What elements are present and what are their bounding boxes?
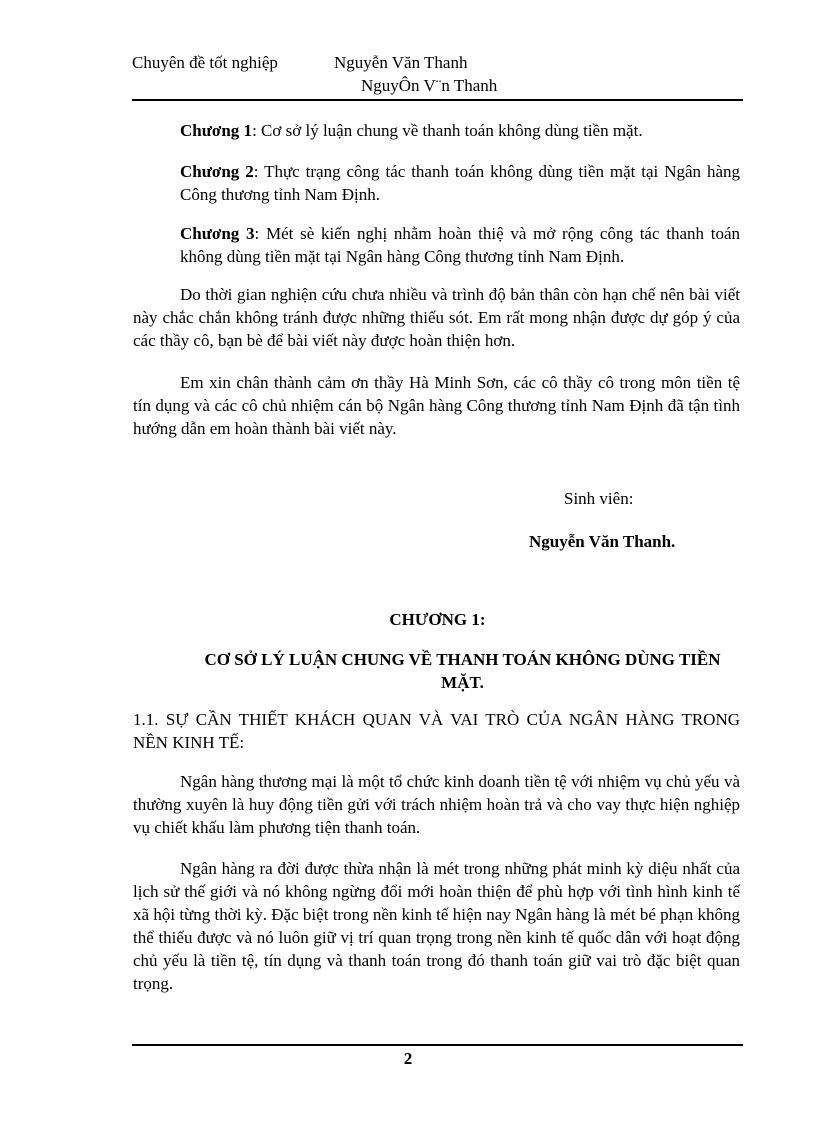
signature-label: Sinh viên: [564,489,634,508]
body-paragraph-2: Ngân hàng ra đời được thừa nhận là mét trong những phát minh kỳ diệu nhất của lịch sử thế giới và nó không ngừng đổi mới hoàn thiện để phù hợp với tình hình kinh tế xã hội từng thời kỳ. Đặc biệt trong nền kinh tế hiện nay Ngân hàng là mét bé phạn không thể thiếu được và nó luôn giữ vị trí quan trọng trong nền kinh tế quốc dân với hoạt động chủ yếu là tiền tệ, tín dụng và thanh toán trong đó thanh toán giữ vai trò đặc biệt quan trọng. [133,859,740,993]
body-paragraph-1: Ngân hàng thương mại là một tổ chức kinh doanh tiền tệ với nhiệm vụ chủ yếu và thường xuyên là huy động tiền gửi với trách nhiệm hoàn trả và cho vay thực hiện nghiệp vụ chiết khấu làm phương tiện thanh toán. [133,772,740,837]
chapter-1-label: Chương 1 [180,121,253,140]
section-heading: 1.1. SỰ CẦN THIẾT KHÁCH QUAN VÀ VAI TRÒ CỦA NGÂN HÀNG TRONG NỀN KINH TẾ: [133,710,740,752]
chapter-2-text: : Thực trạng công tác thanh toán không dùng tiền mặt tại Ngân hàng Công thương tỉnh Nam Định. [180,162,740,204]
chapter-3-label: Chương 3 [180,224,255,243]
header-title: Chuyên đề tốt nghiệp [132,53,278,72]
footer-rule [132,1044,743,1046]
signature-name: Nguyễn Văn Thanh. [529,532,676,551]
chapter-1-text: : Cơ sở lý luận chung về thanh toán không dùng tiền mặt. [252,121,643,140]
chapter-3-text: : Mét sè kiến nghị nhằm hoàn thiệ và mở rộng công tác thanh toán không dùng tiền mặt tại Ngân hàng Công thương tỉnh Nam Định. [180,224,740,266]
chapter-1-item [180,119,740,142]
header-rule [132,99,743,101]
chapter-2-item [180,160,740,206]
page-number: 2 [403,1049,413,1068]
chapter-heading: CHƯƠNG 1: [389,610,486,629]
header-author: Nguyễn Văn Thanh [334,53,468,72]
chapter-title: CƠ SỞ LÝ LUẬN CHUNG VỀ THANH TOÁN KHÔNG DÙNG TIỀN MẶT. [204,650,721,692]
chapter-2-label: Chương 2 [180,162,254,181]
chapter-3-item [180,222,740,268]
header-author-garbled: NguyÔn V¨n Thanh [361,76,498,95]
paragraph-limitations: Do thời gian nghiện cứu chưa nhiều và trình độ bản thân còn hạn chế nên bài viết này chắc chắn không tránh được những thiếu sót. Em rất mong nhận được dự góp ý của các thầy cô, bạn bè để bài viết này được hoàn thiện hơn. [133,285,740,350]
paragraph-thanks: Em xin chân thành cảm ơn thầy Hà Minh Sơn, các cô thầy cô trong môn tiền tệ tín dụng và các cô chủ nhiệm cán bộ Ngân hàng Công thương tỉnh Nam Định đã tận tình hướng dẫn em hoàn thành bài viết này. [133,373,740,438]
